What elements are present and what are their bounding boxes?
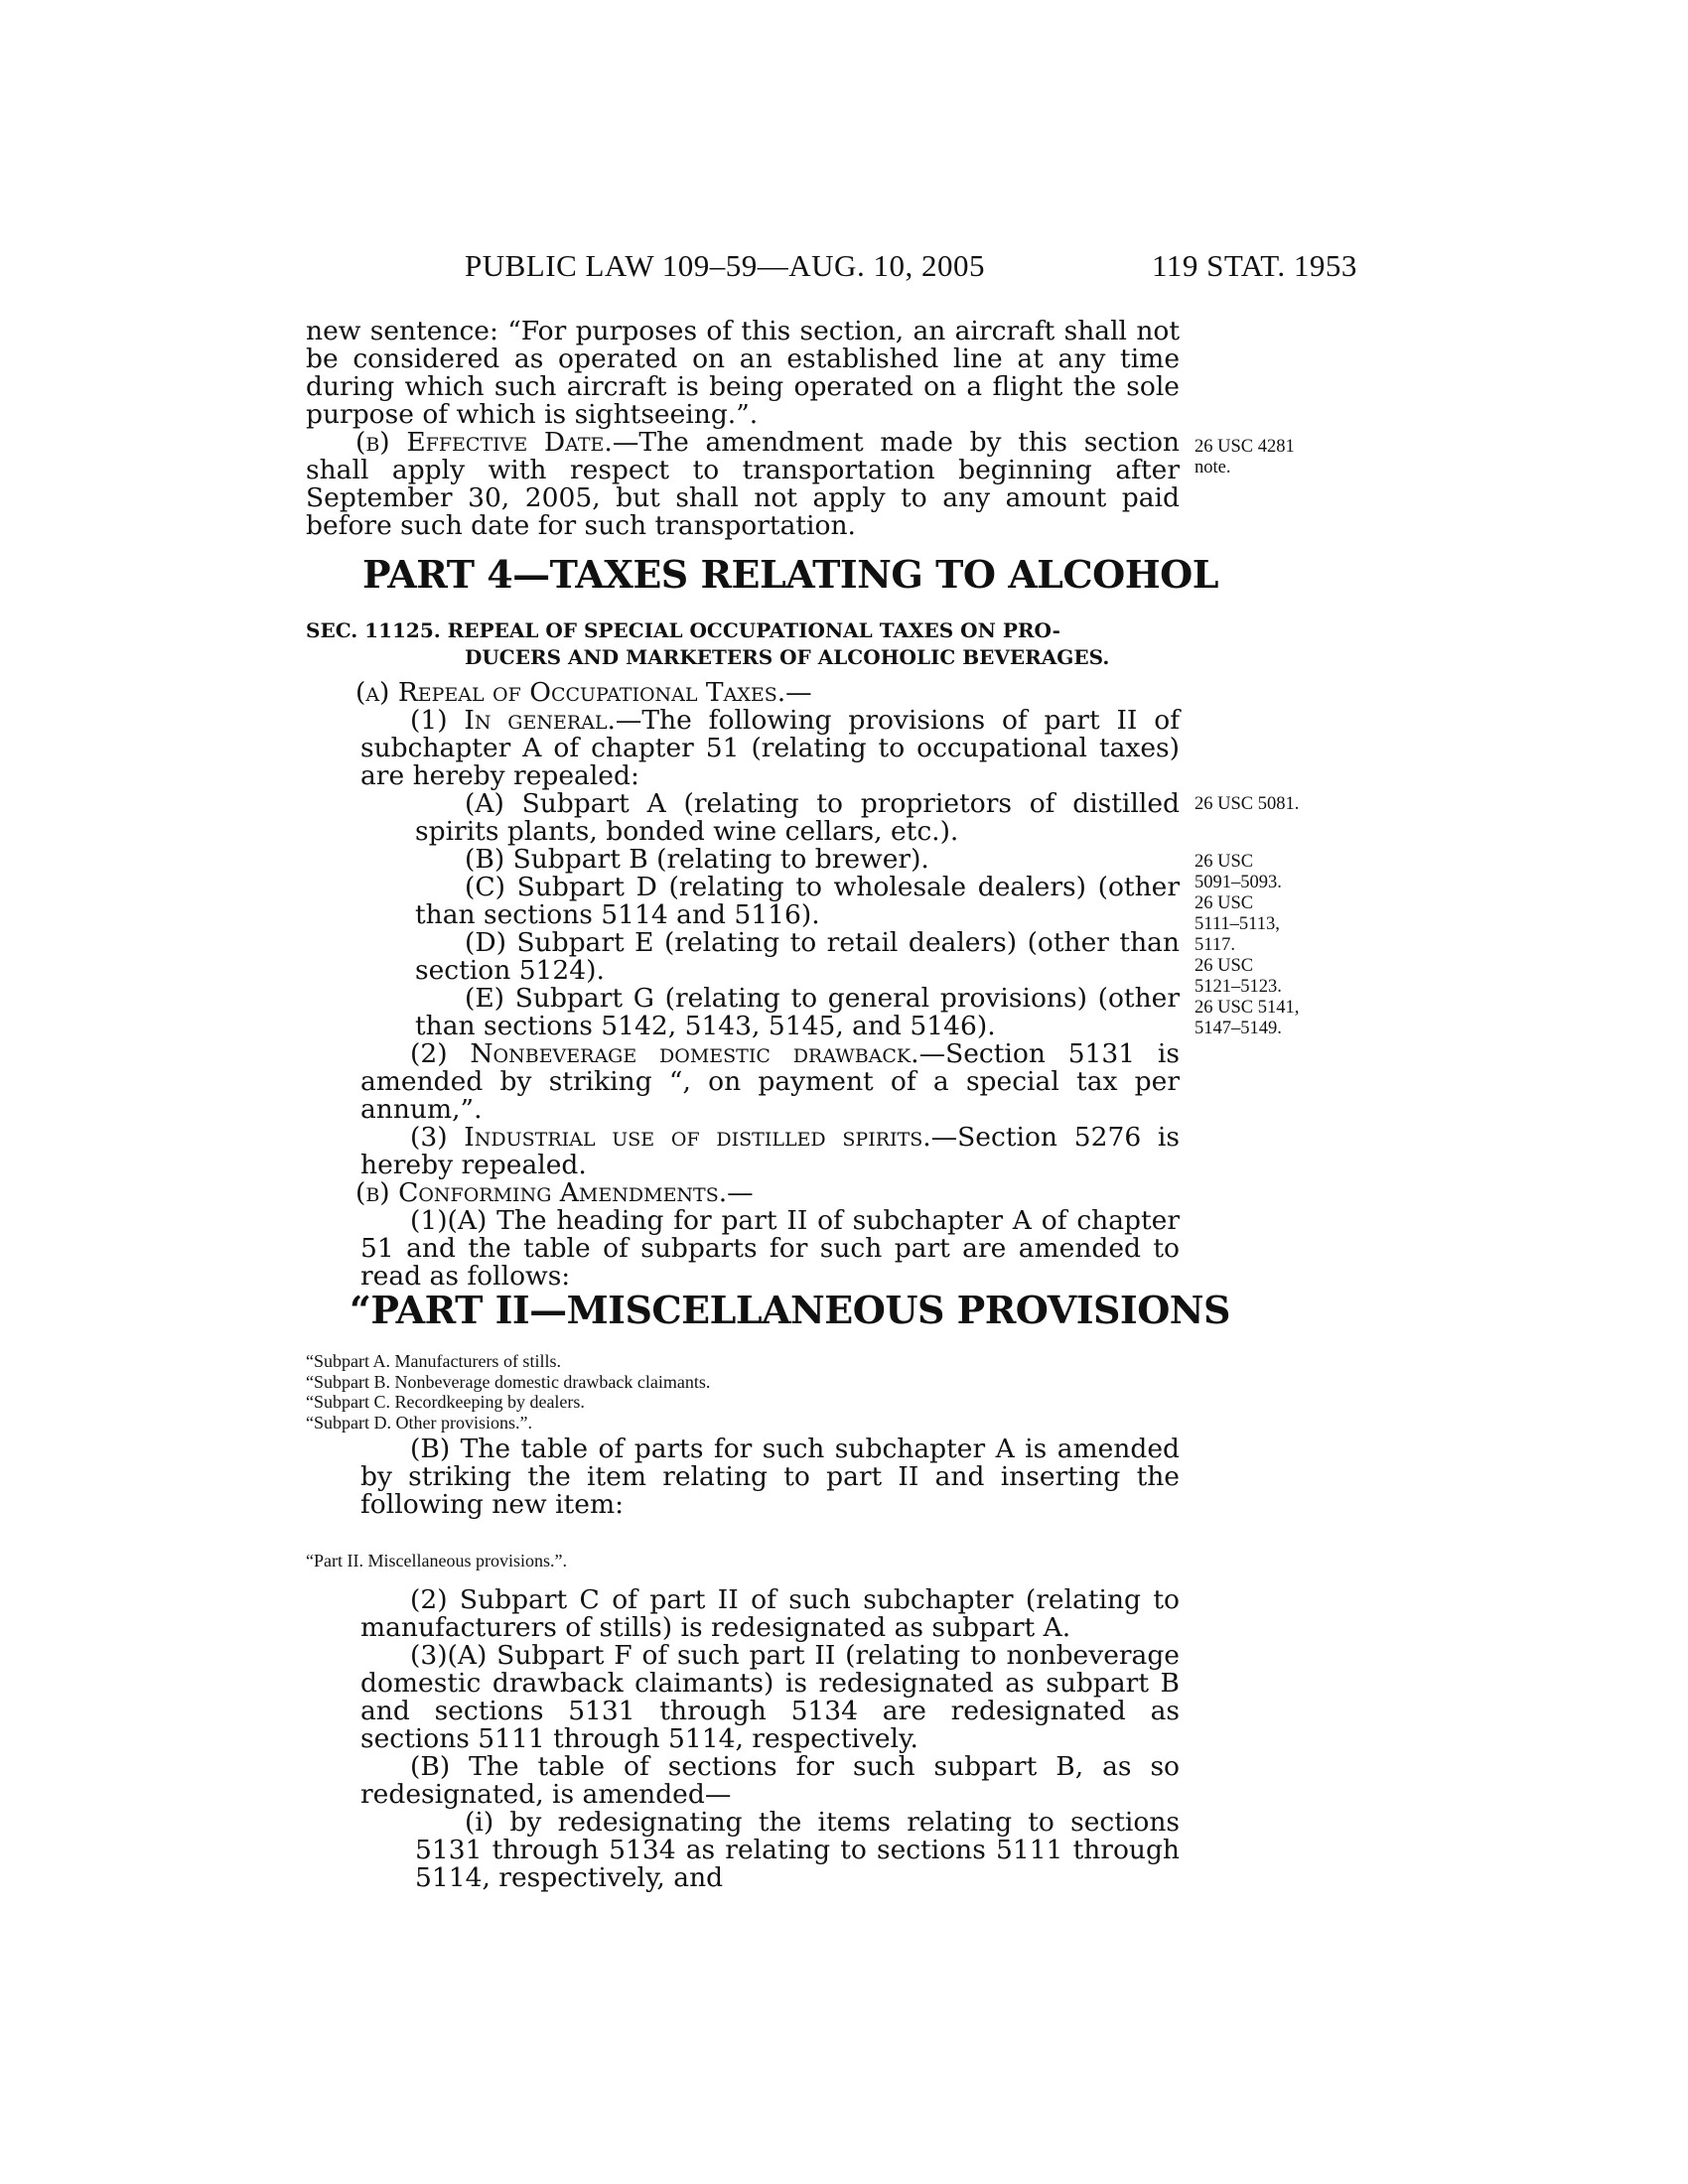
section-heading	[306, 617, 1180, 671]
margin-note-line: 5091–5093.	[1195, 873, 1282, 892]
paragraph-a2-text: —Section 5131 is amended by striking “, on payment of a special tax per annum,”.	[360, 1038, 1181, 1125]
margin-note-line: 26 USC 5081.	[1195, 794, 1300, 814]
margin-note-5091	[1195, 852, 1299, 1039]
section-block-2	[306, 679, 1180, 1291]
margin-note-line: 26 USC	[1195, 852, 1254, 872]
paragraph-b3A: (3)(A) Subpart F of such part II (relating to nonbeverage domestic drawback claimants) is redesignated as subpart B and sections 5131 through 5134 are redesignated as sections 5111 through 5114, respectively.	[360, 1640, 1180, 1754]
subparagraph-E: (E) Subpart G (relating to general provisions) (other than sections 5142, 5143, 5145, and 5146).	[415, 983, 1180, 1041]
paragraph-a2-label: (2) Nonbeverage domestic drawback.	[410, 1038, 919, 1069]
running-header-title: PUBLIC LAW 109–59—AUG. 10, 2005	[465, 248, 985, 283]
part-2-heading: “PART II—MISCELLANEOUS PROVISIONS	[350, 1288, 1230, 1332]
margin-note-line: 26 USC 4281	[1195, 437, 1295, 457]
margin-note-line: 5111–5113,	[1195, 914, 1280, 934]
section-heading-line-2: DUCERS AND MARKETERS OF ALCOHOLIC BEVERAGES.	[465, 645, 1110, 669]
effective-date-label: (b) Effective Date.	[355, 427, 613, 458]
paragraph-b3B: (B) The table of sections for such subpart B, as so redesignated, is amended—	[360, 1751, 1180, 1810]
margin-note-line: 5147–5149.	[1195, 1019, 1282, 1038]
continued-paragraph: new sentence: “For purposes of this section, an aircraft shall not be considered as operated on an established line at any time during which such aircraft is being operated on a flight the sole purpose of which is sightseeing.”.	[306, 316, 1180, 430]
margin-note-5081	[1195, 794, 1299, 815]
section-heading-line-1: SEC. 11125. REPEAL OF SPECIAL OCCUPATIONAL TAXES ON PRO-	[306, 618, 1060, 642]
paragraph-b1B: (B) The table of parts for such subchapter A is amended by striking the item relating to part II and inserting the following new item:	[360, 1433, 1180, 1520]
paragraph-b2: (2) Subpart C of part II of such subchapter (relating to manufacturers of stills) is redesignated as subpart A.	[360, 1584, 1180, 1643]
subsection-b-heading: (b) Conforming Amendments.—	[355, 1177, 754, 1208]
clause-i: (i) by redesignating the items relating to sections 5131 through 5134 as relating to sections 5111 through 5114, respectively, and	[415, 1807, 1180, 1893]
subparagraph-B: (B) Subpart B (relating to brewer).	[465, 844, 929, 875]
effective-date-text: —The amendment made by this section shall apply with respect to transportation beginning after September 30, 2005, but shall not apply to any amount paid before such date for such transportation.	[306, 427, 1180, 541]
effective-date-paragraph	[306, 429, 1180, 540]
section-block-3	[306, 1435, 1180, 1519]
margin-note-line: 26 USC	[1195, 893, 1254, 913]
subparagraph-C: (C) Subpart D (relating to wholesale dealers) (other than sections 5114 and 5116).	[415, 872, 1180, 930]
toc-item: “Subpart B. Nonbeverage domestic drawback claimants.	[306, 1371, 711, 1392]
paragraph-a1-text: —The following provisions of part II of subchapter A of chapter 51 (relating to occupational taxes) are hereby repealed:	[360, 705, 1180, 791]
toc-item: “Subpart A. Manufacturers of stills.	[306, 1351, 561, 1371]
paragraph-b1A: (1)(A) The heading for part II of subchapter A of chapter 51 and the table of subparts for such part are amended to read as follows:	[360, 1205, 1180, 1292]
subparagraph-D: (D) Subpart E (relating to retail dealers) (other than section 5124).	[415, 927, 1180, 986]
paragraph-a3	[360, 1124, 1180, 1179]
subparts-table	[306, 1351, 710, 1433]
paragraph-a2	[360, 1040, 1180, 1124]
section-block-4	[306, 1586, 1180, 1892]
margin-note-line: 26 USC 5141,	[1195, 998, 1300, 1018]
margin-note-line: 26 USC	[1195, 956, 1254, 976]
paragraph-a1-label: (1) In general.	[410, 705, 616, 736]
subsection-a-heading: (a) Repeal of Occupational Taxes.—	[355, 677, 812, 708]
subparagraph-A: (A) Subpart A (relating to proprietors of distilled spirits plants, bonded wine cellars, etc.).	[415, 788, 1180, 847]
paragraph-a3-label: (3) Industrial use of distilled spirits.	[410, 1122, 931, 1153]
page-number: 119 STAT. 1953	[1152, 248, 1357, 283]
margin-note-line: 5121–5123.	[1195, 977, 1282, 997]
paragraph-a3-text: —Section 5276 is hereby repealed.	[360, 1122, 1181, 1180]
toc-item: “Subpart D. Other provisions.”.	[306, 1412, 532, 1433]
margin-note-line: 5117.	[1195, 935, 1235, 955]
part-ii-item: “Part II. Miscellaneous provisions.”.	[306, 1551, 567, 1570]
section-block-1	[306, 318, 1180, 540]
part-4-heading: PART 4—TAXES RELATING TO ALCOHOL	[362, 552, 1218, 597]
margin-note-4281	[1195, 437, 1295, 478]
toc-item: “Subpart C. Recordkeeping by dealers.	[306, 1392, 585, 1412]
margin-note-line: note.	[1195, 458, 1231, 478]
paragraph-a1	[360, 707, 1180, 790]
